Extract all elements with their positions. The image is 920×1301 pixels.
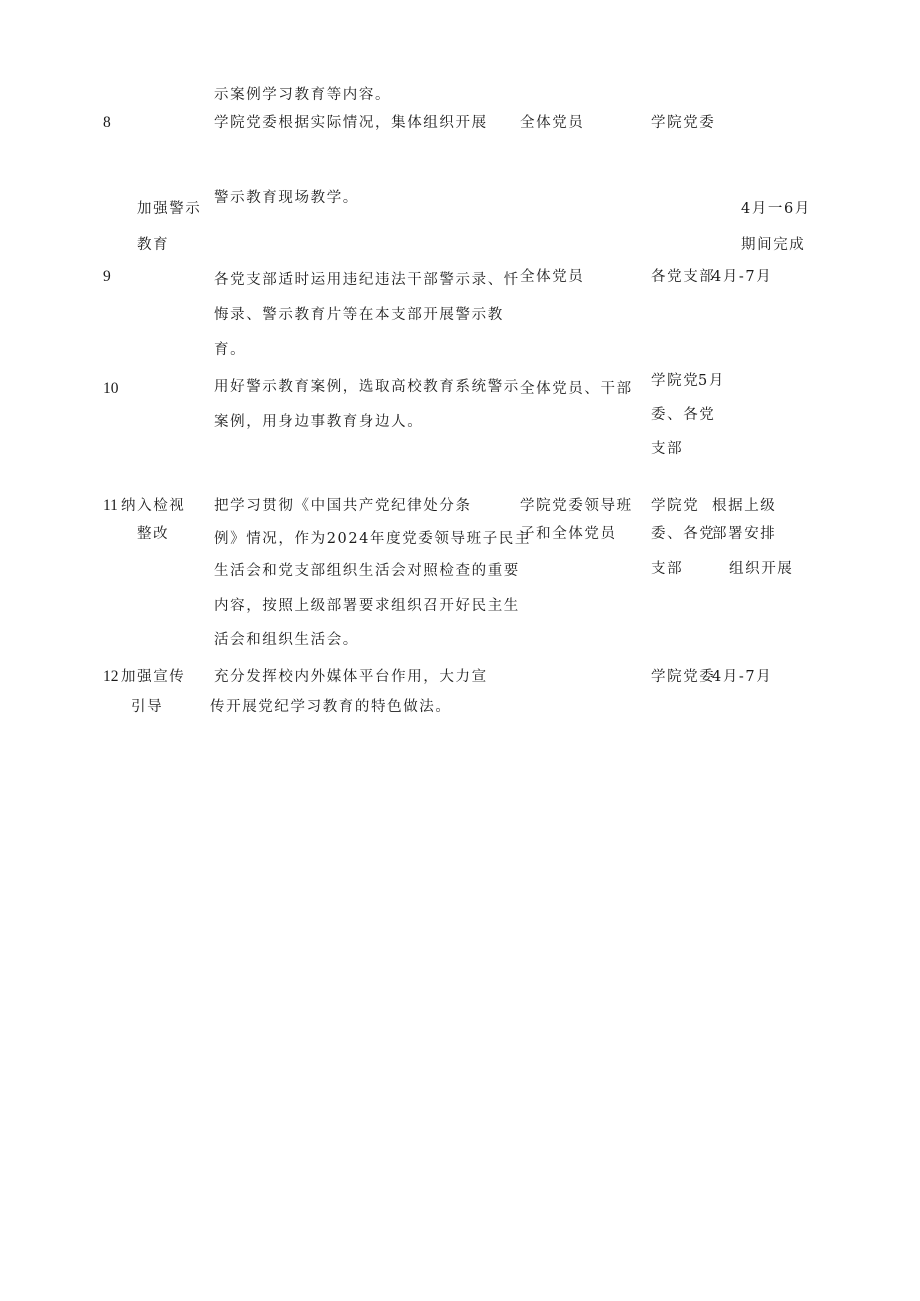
content-line: 生活会和党支部组织生活会对照检查的重要 (214, 563, 520, 579)
row-number: 9 (103, 268, 111, 285)
target-cell: 全体党员 (520, 269, 585, 285)
deadline-cell: 5月 (698, 373, 725, 389)
content-line: 警示教育现场教学。 (214, 190, 359, 206)
task-label: 纳入检视 (121, 498, 186, 514)
content-line: 内容，按照上级部署要求组织召开好民主生 (214, 598, 520, 614)
content-line: 示案例学习教育等内容。 (214, 87, 392, 103)
responsible-cell: 委、各党 (651, 526, 716, 542)
deadline-cell: 部署安排 (712, 526, 777, 542)
content-line: 例》情况，作为2024年度党委领导班子民主 (214, 531, 531, 547)
task-label: 加强警示 (137, 201, 202, 217)
target-cell: 全体党员、干部 (520, 381, 633, 397)
deadline-cell: 根据上级 (712, 498, 777, 514)
responsible-cell: 支部 (651, 561, 684, 577)
responsible-cell: 学院党 (651, 373, 700, 389)
responsible-cell: 学院党 (651, 498, 700, 514)
task-label: 引导 (131, 699, 164, 715)
deadline-cell: 4月-7月 (712, 669, 773, 685)
content-line: 把学习贯彻《中国共产党纪律处分条 (214, 498, 472, 514)
content-line: 传开展党纪学习教育的特色做法。 (210, 699, 452, 715)
content-line: 各党支部适时运用违纪违法干部警示录、忏 (214, 272, 520, 288)
content-line: 学院党委根据实际情况，集体组织开展 (214, 115, 488, 131)
task-label: 教育 (137, 237, 170, 253)
responsible-cell: 学院党委 (651, 669, 716, 685)
deadline-cell: 组织开展 (729, 561, 794, 577)
task-label: 整改 (137, 526, 170, 542)
row-number: 10 (103, 380, 119, 397)
target-cell: 全体党员 (520, 115, 585, 131)
responsible-cell: 委、各党 (651, 407, 716, 423)
responsible-cell: 学院党委 (651, 115, 716, 131)
content-line: 用好警示教育案例，选取高校教育系统警示 (214, 379, 520, 395)
deadline-cell: 4月一6月 (741, 201, 811, 217)
content-line: 充分发挥校内外媒体平台作用，大力宣 (214, 669, 488, 685)
target-cell: 学院党委领导班 (520, 498, 633, 514)
deadline-cell: 期间完成 (741, 237, 806, 253)
target-cell: 子和全体党员 (520, 526, 617, 542)
content-line: 育。 (214, 342, 247, 358)
row-number: 12 (103, 668, 119, 685)
task-label: 加强宣传 (121, 669, 186, 685)
responsible-cell: 各党支部 (651, 269, 716, 285)
row-number: 11 (103, 497, 118, 514)
content-line: 活会和组织生活会。 (214, 632, 359, 648)
content-line: 案例，用身边事教育身边人。 (214, 414, 424, 430)
content-line: 悔录、警示教育片等在本支部开展警示教 (214, 307, 504, 323)
deadline-cell: 4月-7月 (712, 269, 773, 285)
responsible-cell: 支部 (651, 441, 684, 457)
row-number: 8 (103, 114, 111, 131)
